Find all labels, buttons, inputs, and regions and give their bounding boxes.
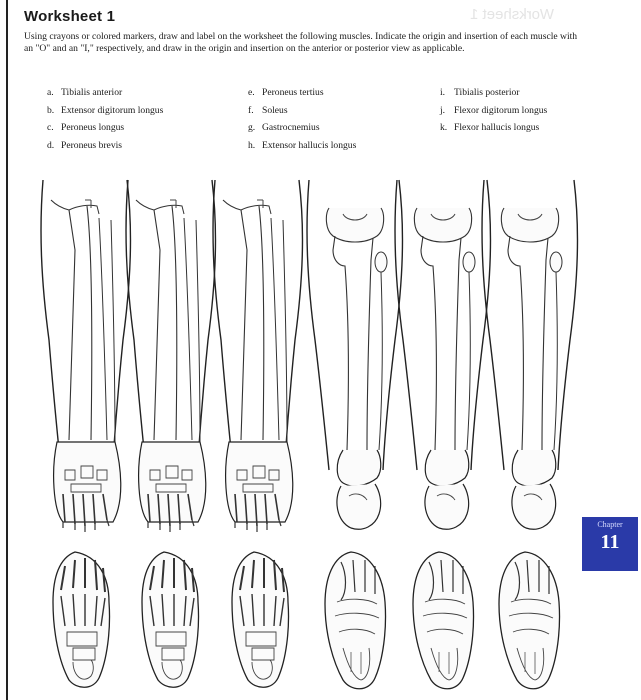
posterior-leg-figure-3 [482,180,577,529]
chapter-tab [582,517,638,571]
muscle-item: a. Tibialis anterior [47,87,123,98]
posterior-leg-figure-1 [307,180,402,529]
bleed-through-title: Worksheet 1 [470,6,554,23]
muscle-list-column-3 [440,84,547,137]
posterior-leg-figure-2 [395,180,490,529]
plantar-foot-figure-2 [413,552,474,689]
muscle-list-column-2 [248,84,356,154]
anterior-leg-figure-3 [213,180,302,532]
muscle-item: k. Flexor hallucis longus [440,122,540,133]
muscle-item: h. Extensor hallucis longus [248,139,357,151]
dorsal-foot-figure-3 [232,552,289,687]
dorsal-foot-figure-2 [142,552,199,687]
muscle-item: c. Peroneus longus [47,122,125,133]
chapter-label: Chapter [597,520,623,529]
worksheet-title: Worksheet 1 [24,8,116,25]
muscle-item: f. Soleus [248,104,288,116]
dorsal-foot-figure-1 [53,552,110,687]
chapter-number: 11 [600,531,620,553]
plantar-foot-figure-3 [499,552,560,689]
worksheet-instructions: Using crayons or colored markers, draw and label on the worksheet the following muscles. Indicate the origin and insertion of each muscle with an "O" and an "I," respectively, and draw in the origin and insertion on the anterior or posterior view as applicable. [24,31,578,54]
muscle-item: d. Peroneus brevis [47,139,123,151]
leg-and-foot-illustrations [0,160,641,700]
anterior-leg-figure-1 [41,180,130,532]
muscle-item: b. Extensor digitorum longus [47,104,164,116]
muscle-item: i. Tibialis posterior [440,87,520,98]
muscle-list-column-1 [47,84,163,154]
muscle-item: e. Peroneus tertius [248,87,324,98]
plantar-foot-figure-1 [325,552,386,689]
anterior-leg-figure-2 [126,180,215,532]
muscle-item: g. Gastrocnemius [248,122,320,133]
muscle-item: j. Flexor digitorum longus [440,104,548,116]
